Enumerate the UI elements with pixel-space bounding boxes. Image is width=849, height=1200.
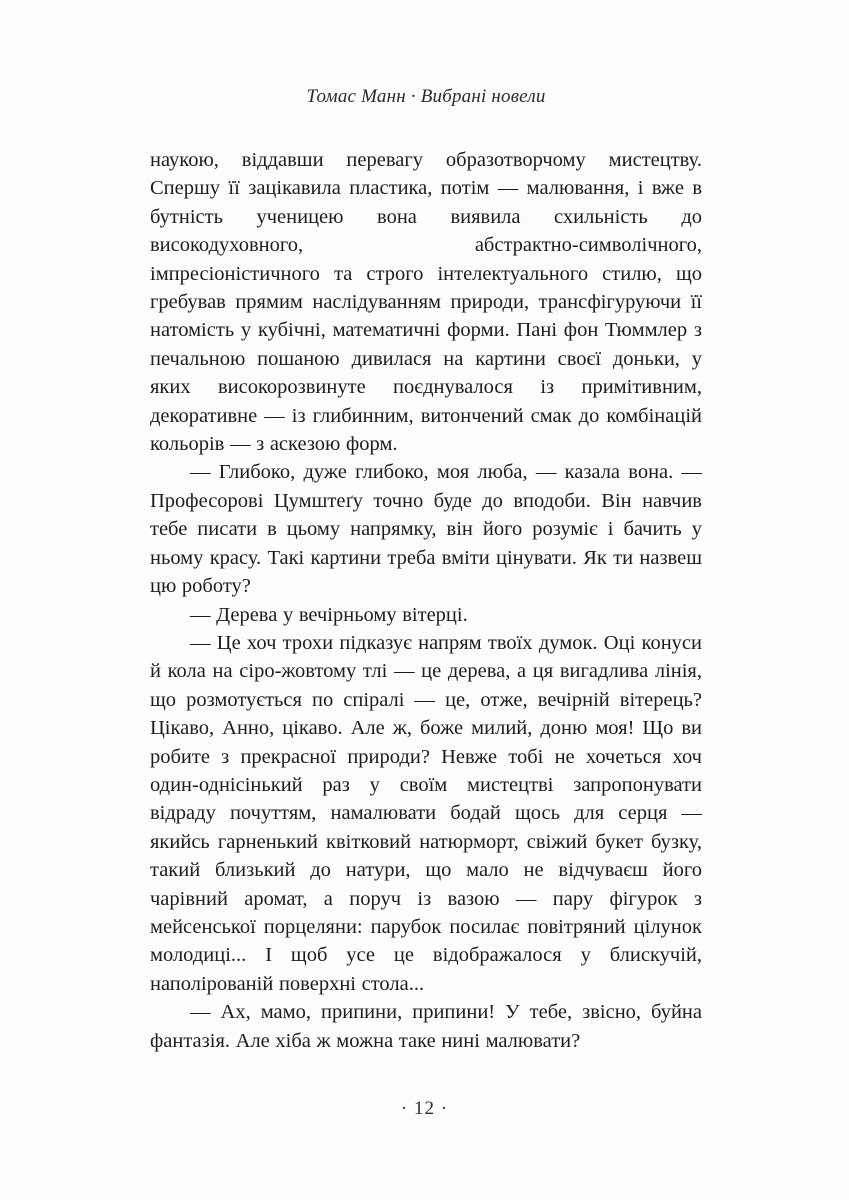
page-body [150,146,702,1055]
running-header: Томас Манн · Вибрані новели [306,86,546,107]
book-page [150,0,702,1200]
paragraph: наукою, віддавши перевагу образотворчому мистецтву. Спершу її зацікавила пластика, потім — малювання, і вже в бутність ученицею вона виявила схильність до високодуховного, абстрактно-символічного, імпресіоністичного та строго інтелектуального стилю, що гребував прямим наслідуванням природи, трансфігуруючи її натомість у кубічні, математичні форми. Пані фон Тюммлер з печальною пошаною дивилася на картини своєї доньки, у яких високорозвинуте поєднувалося із примітивним, декоративне — із глибинним, витончений смак до комбінацій кольорів — з аскезою форм. [150,149,702,456]
paragraph: — Ах, мамо, припини, припини! У тебе, звісно, буйна фантазія. Але хіба ж можна таке нині малювати? [150,1001,702,1052]
paragraph: — Це хоч трохи підказує напрям твоїх думок. Оці конуси й кола на сіро-жовтому тлі — це дерева, а ця вигадлива лінія, що розмотується по спіралі — це, отже, вечірній вітерець? Цікаво, Анно, цікаво. Але ж, боже милий, доню моя! Що ви робите з прекрасної природи? Невже тобі не хочеться хоч один-однісінький раз у своїм мистецтві запропонувати відраду почуттям, намалювати бодай щось для серця — якийсь гарненький квітковий натюрморт, свіжий букет бузку, такий близький до натури, що мало не відчуваєш його чарівний аромат, а поруч із вазою — пару фігурок з мейсенської порцеляни: парубок посилає повітряний цілунок молодиці... І щоб усе це відображалося у блискучій, наполірованій поверхні стола... [150,631,702,995]
paragraph: — Дерева у вечірньому вітерці. [190,603,468,626]
page-number: · 12 · [400,1098,449,1119]
paragraph: — Глибоко, дуже глибоко, моя люба, — казала вона. — Професорові Цумштеґу точно буде до вподоби. Він навчив тебе писати в цьому напрямку, він його розуміє і бачить у ньому красу. Такі картини треба вміти цінувати. Як ти назвеш цю роботу? [150,461,702,598]
